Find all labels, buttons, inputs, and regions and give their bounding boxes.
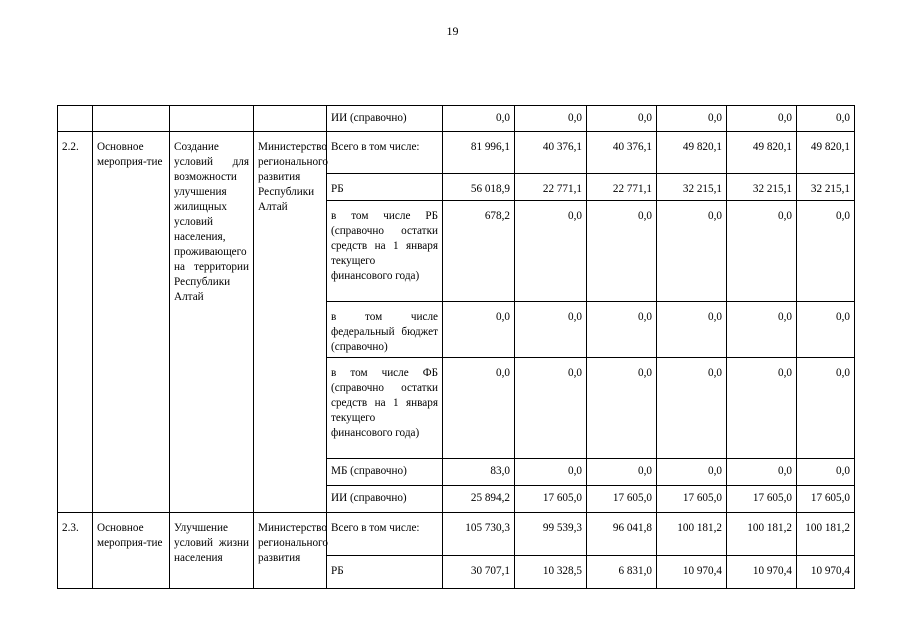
amount-cell: 0,0	[443, 358, 515, 459]
budget-table	[57, 105, 855, 589]
amount-cell: 0,0	[797, 201, 855, 302]
amount-cell: 17 605,0	[797, 486, 855, 513]
amount-cell: 0,0	[657, 459, 727, 486]
empty-cell	[58, 106, 93, 132]
amount-cell: 32 215,1	[727, 174, 797, 201]
amount-cell: 22 771,1	[587, 174, 657, 201]
executor-cell: Министерство регионального развития	[254, 513, 327, 589]
amount-cell: 49 820,1	[657, 132, 727, 174]
amount-cell: 0,0	[443, 302, 515, 358]
amount-cell: 0,0	[727, 459, 797, 486]
amount-cell: 0,0	[657, 302, 727, 358]
item-type-cell: Основное мероприя-тие	[93, 132, 170, 513]
amount-cell: 0,0	[587, 459, 657, 486]
table-row	[58, 132, 855, 174]
amount-cell: 0,0	[727, 358, 797, 459]
amount-cell: 56 018,9	[443, 174, 515, 201]
page-number: 19	[446, 24, 459, 38]
amount-cell: 10 970,4	[797, 556, 855, 589]
amount-cell: 0,0	[515, 358, 587, 459]
funding-source-cell: в том числе федеральный бюджет (справочно)	[327, 302, 443, 358]
amount-cell: 678,2	[443, 201, 515, 302]
amount-cell: 32 215,1	[797, 174, 855, 201]
amount-cell: 30 707,1	[443, 556, 515, 589]
empty-cell	[254, 106, 327, 132]
empty-cell	[170, 106, 254, 132]
funding-source-cell: ИИ (справочно)	[327, 486, 443, 513]
amount-cell: 22 771,1	[515, 174, 587, 201]
funding-source-cell: в том числе ФБ (справочно остатки средств на 1 января текущего финансового года)	[327, 358, 443, 459]
amount-cell: 0,0	[515, 302, 587, 358]
amount-cell: 17 605,0	[515, 486, 587, 513]
item-type-cell: Основное мероприя-тие	[93, 513, 170, 589]
funding-source-cell: Всего в том числе:	[327, 132, 443, 174]
amount-cell: 17 605,0	[657, 486, 727, 513]
executor-cell: Министерство регионального развития Республики Алтай	[254, 132, 327, 513]
amount-cell: 81 996,1	[443, 132, 515, 174]
item-name-cell: Улучшение условий жизни населения	[170, 513, 254, 589]
funding-source-cell: в том числе РБ (справочно остатки средств на 1 января текущего финансового года)	[327, 201, 443, 302]
funding-source-cell: РБ	[327, 556, 443, 589]
amount-cell: 0,0	[515, 201, 587, 302]
amount-cell: 0,0	[727, 302, 797, 358]
amount-cell: 6 831,0	[587, 556, 657, 589]
item-name-cell: Создание условий для возможности улучшения жилищных условий населения, проживающего на территории Республики Алтай	[170, 132, 254, 513]
funding-source-cell: Всего в том числе:	[327, 513, 443, 556]
amount-cell: 100 181,2	[657, 513, 727, 556]
amount-cell: 0,0	[587, 201, 657, 302]
funding-source-cell: ИИ (справочно)	[327, 106, 443, 132]
amount-cell: 0,0	[515, 106, 587, 132]
item-number-cell: 2.3.	[58, 513, 93, 589]
amount-cell: 0,0	[797, 302, 855, 358]
amount-cell: 83,0	[443, 459, 515, 486]
item-number-cell: 2.2.	[58, 132, 93, 513]
table-row	[58, 106, 855, 132]
amount-cell: 10 328,5	[515, 556, 587, 589]
amount-cell: 0,0	[587, 302, 657, 358]
amount-cell: 32 215,1	[657, 174, 727, 201]
amount-cell: 96 041,8	[587, 513, 657, 556]
amount-cell: 105 730,3	[443, 513, 515, 556]
amount-cell: 49 820,1	[797, 132, 855, 174]
amount-cell: 40 376,1	[515, 132, 587, 174]
amount-cell: 0,0	[797, 358, 855, 459]
amount-cell: 25 894,2	[443, 486, 515, 513]
amount-cell: 0,0	[657, 106, 727, 132]
amount-cell: 0,0	[727, 106, 797, 132]
amount-cell: 49 820,1	[727, 132, 797, 174]
table-row	[58, 513, 855, 556]
amount-cell: 0,0	[797, 459, 855, 486]
amount-cell: 0,0	[443, 106, 515, 132]
amount-cell: 0,0	[657, 358, 727, 459]
amount-cell: 0,0	[797, 106, 855, 132]
amount-cell: 0,0	[587, 358, 657, 459]
amount-cell: 17 605,0	[587, 486, 657, 513]
amount-cell: 0,0	[657, 201, 727, 302]
amount-cell: 10 970,4	[727, 556, 797, 589]
amount-cell: 10 970,4	[657, 556, 727, 589]
funding-source-cell: РБ	[327, 174, 443, 201]
amount-cell: 17 605,0	[727, 486, 797, 513]
empty-cell	[93, 106, 170, 132]
amount-cell: 0,0	[515, 459, 587, 486]
amount-cell: 99 539,3	[515, 513, 587, 556]
amount-cell: 100 181,2	[727, 513, 797, 556]
amount-cell: 100 181,2	[797, 513, 855, 556]
funding-source-cell: МБ (справочно)	[327, 459, 443, 486]
amount-cell: 0,0	[727, 201, 797, 302]
amount-cell: 40 376,1	[587, 132, 657, 174]
amount-cell: 0,0	[587, 106, 657, 132]
